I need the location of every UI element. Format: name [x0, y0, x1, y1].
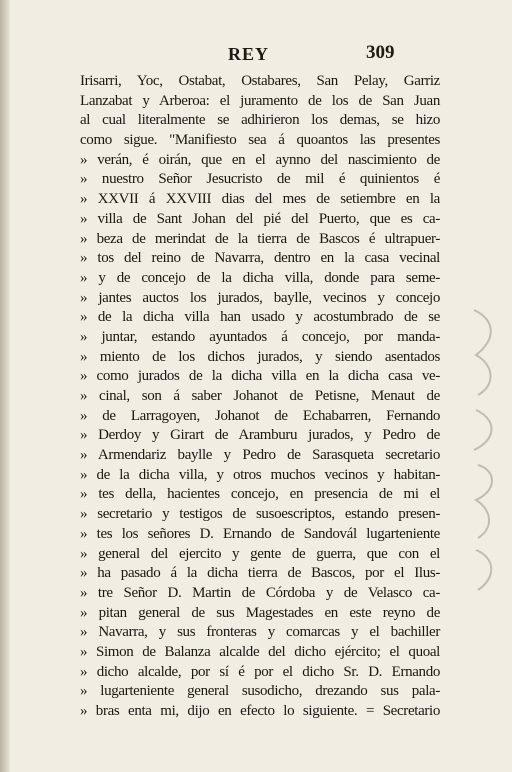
- text-line: al cual literalmente se adhirieron los demas, se hizo: [80, 112, 440, 129]
- text-line: » villa de Sant Johan del pié del Puerto, que es ca-: [80, 210, 440, 227]
- text-line: » tes della, hacientes concejo, en presencia de mi el: [80, 486, 440, 503]
- text-line: » nuestro Señor Jesucristo de mil é quinientos é: [80, 171, 440, 188]
- page-header: [0, 44, 512, 68]
- text-line: » Armendariz baylle y Pedro de Sarasqueta secretario: [80, 447, 440, 464]
- text-line: » y de concejo de la dicha villa, donde para seme-: [80, 269, 440, 286]
- text-line: Irisarri, Yoc, Ostabat, Ostabares, San Pelay, Garriz: [80, 73, 440, 89]
- text-line: » pitan general de sus Magestades en este reyno de: [80, 604, 440, 621]
- text-line: » de Larragoyen, Johanot de Echabarren, Fernando: [80, 407, 440, 424]
- text-line: » beza de merindat de la tierra de Bascos é ultrapuer-: [80, 230, 440, 247]
- text-line: » de la dicha villa, y otros muchos vecinos y habitan-: [80, 466, 440, 483]
- text-line: » miento de los dichos jurados, y siendo asentados: [80, 348, 440, 365]
- page-number: 309: [366, 42, 395, 63]
- text-line: » bras enta mi, dijo en efecto lo siguiente. = Secretario: [80, 703, 440, 719]
- text-line: como sigue. "Manifiesto sea á quoantos las presentes: [80, 132, 440, 149]
- text-line: » lugarteniente general susodicho, drezando sus pala-: [80, 683, 440, 700]
- text-line: » cinal, son á saber Johanot de Petisne, Menaut de: [80, 388, 440, 404]
- text-line: » verán, é oirán, que en el aynno del nascimiento de: [80, 151, 440, 168]
- page-binding-edge: [0, 0, 10, 772]
- text-line: » Navarra, y sus fronteras y comarcas y el bachiller: [80, 624, 440, 641]
- text-line: » tes los señores D. Ernando de Sandovál lugarteniente: [80, 525, 440, 542]
- text-line: » general del ejercito y gente de guerra, que con el: [80, 545, 440, 562]
- text-line: » tre Señor D. Martin de Córdoba y de Velasco ca-: [80, 584, 440, 601]
- text-line: » XXVII á XXVIII dias del mes de setiembre en la: [80, 191, 440, 208]
- text-line: » Simon de Balanza alcalde del dicho ejército; el quoal: [80, 643, 440, 660]
- text-line: Lanzabat y Arberoa: el juramento de los de San Juan: [80, 92, 440, 109]
- text-line: » secretario y testigos de susoescriptos, estando presen-: [80, 506, 440, 523]
- text-line: » tos del reino de Navarra, dentro en la casa vecinal: [80, 250, 440, 267]
- running-title: REY: [228, 44, 270, 64]
- text-line: » jantes auctos los jurados, baylle, vecinos y concejo: [80, 289, 440, 306]
- text-line: » juntar, estando ayuntados á concejo, por manda-: [80, 328, 440, 345]
- body-text: [80, 72, 440, 722]
- text-line: » ha pasado á la dicha tierra de Bascos, por el Ilus-: [80, 565, 440, 582]
- text-line: » de la dicha villa han usado y acostumbrado de se: [80, 309, 440, 326]
- text-line: » dicho alcalde, por sí é por el dicho Sr. D. Ernando: [80, 663, 440, 680]
- text-line: » como jurados de la dicha villa en la dicha casa ve-: [80, 368, 440, 385]
- library-stamp-mark: [466, 300, 506, 600]
- text-line: » Derdoy y Girart de Aramburu jurados, y Pedro de: [80, 427, 440, 444]
